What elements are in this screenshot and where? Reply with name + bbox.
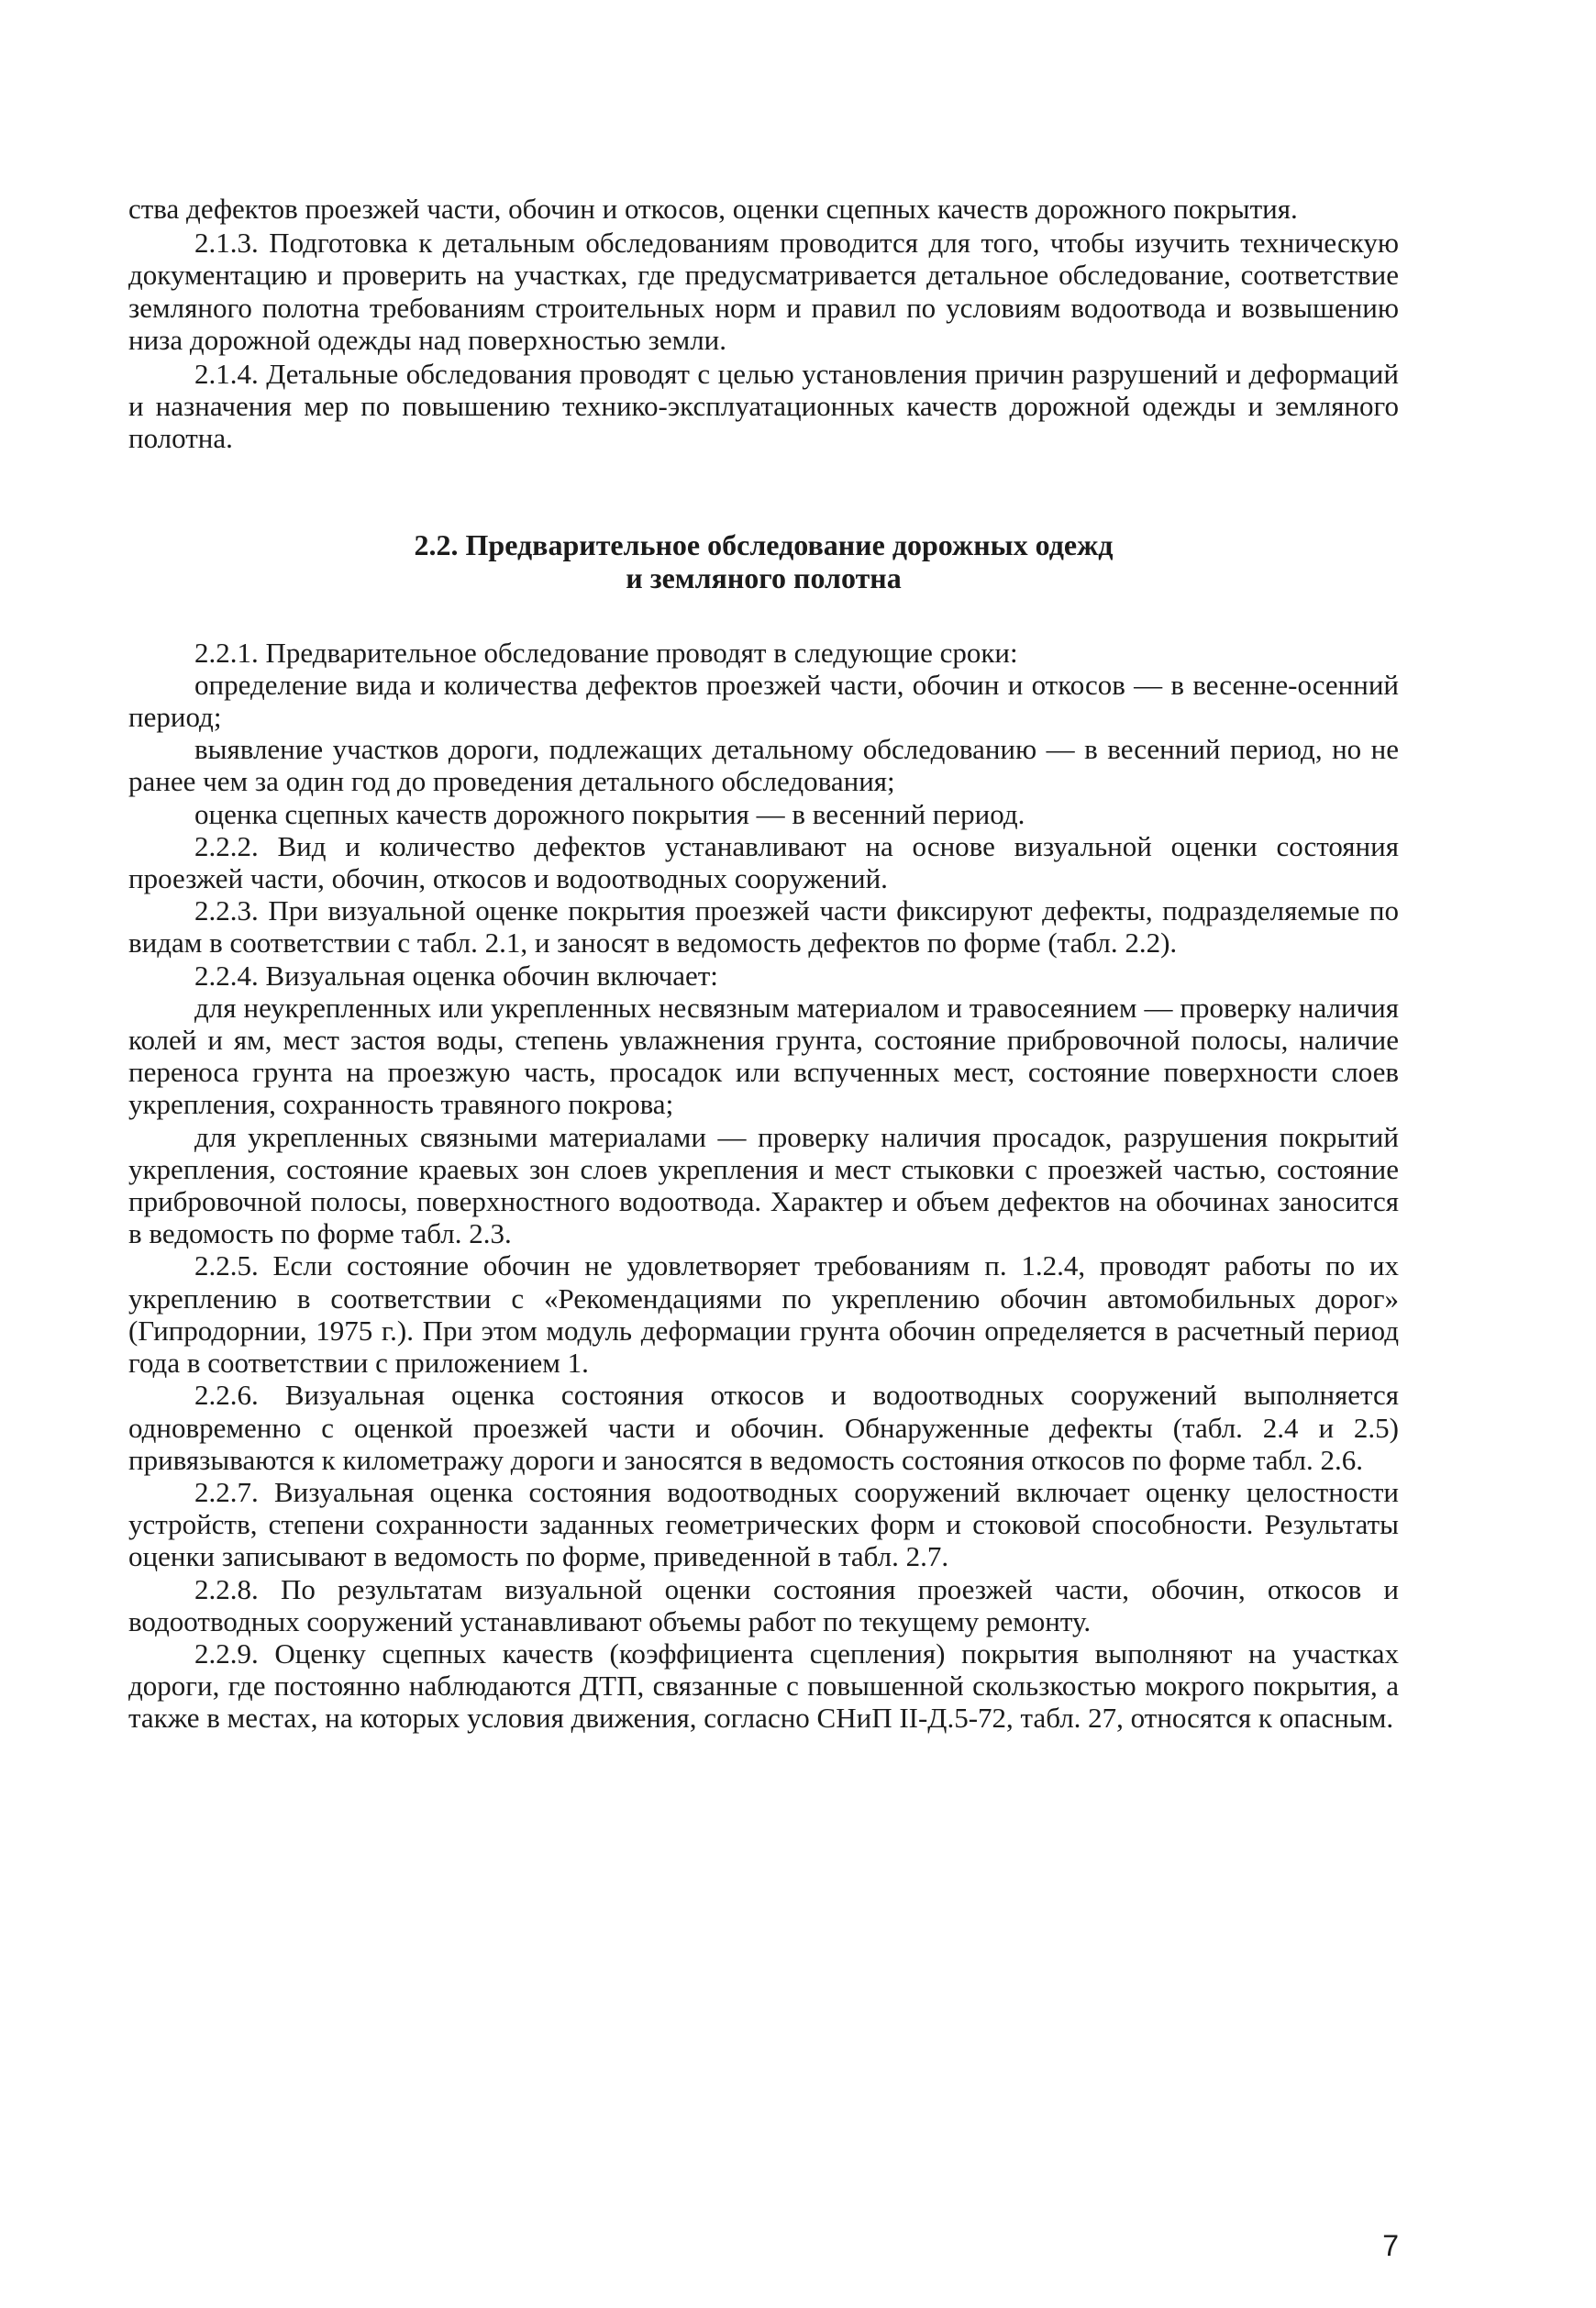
paragraph-2-2-7: 2.2.7. Визуальная оценка состояния водоотводных сооружений включает оценку целостности устройств, степени сохранности заданных геометрических форм и стоковой способности. Результаты оценки записывают в ведомость по форме, приведенной в табл. 2.7. <box>128 1475 1399 1573</box>
list-item-2-2-4-a: для неукрепленных или укрепленных несвязным материалом и травосеянием — проверку наличия колей и ям, мест застоя воды, степень увлажнения грунта, состояние прибровочной полосы, наличие переноса грунта на проезжую часть, просадок или вспученных мест, состояние поверхности слоев укрепления, сохранность травяного покрова; <box>128 991 1399 1121</box>
paragraph-2-2-1: 2.2.1. Предварительное обследование проводят в следующие сроки: <box>194 636 1018 669</box>
paragraph-2-2-3: 2.2.3. При визуальной оценке покрытия проезжей части фиксируют дефекты, подразделяемые по видам в соответствии с табл. 2.1, и заносят в ведомость дефектов по форме (табл. 2.2). <box>128 894 1399 960</box>
section-heading-line-2: и земляного полотна <box>626 560 902 594</box>
list-item-2-2-1-c: оценка сцепных качеств дорожного покрытия — в весенний период. <box>194 797 1025 830</box>
page-number: 7 <box>1382 2229 1399 2262</box>
paragraph-2-2-8: 2.2.8. По результатам визуальной оценки состояния проезжей части, обочин, откосов и водоотводных сооружений устанавливают объемы работ по текущему ремонту. <box>128 1572 1399 1637</box>
paragraph-2-1-3: 2.1.3. Подготовка к детальным обследованиям проводится для того, чтобы изучить техническую документацию и проверить на участках, где предусматривается детальное обследование, соответствие земляного полотна требованиям строительных норм и правил по условиям водоотвода и возвышению низа дорожной одежды над поверхностью земли. <box>128 227 1399 356</box>
section-heading-2-2 <box>128 528 1399 594</box>
list-item-2-2-1-b: выявление участков дороги, подлежащих детальному обследованию — в весенний период, но не ранее чем за один год до проведения детального обследования; <box>128 733 1399 798</box>
paragraph-2-2-5: 2.2.5. Если состояние обочин не удовлетворяет требованиям п. 1.2.4, проводят работы по их укреплению в соответствии с «Рекомендациями по укреплению обочин автомобильных дорог» (Гипродорнии, 1975 г.). При этом модуль деформации грунта обочин определяется в расчетный период года в соответствии с приложением 1. <box>128 1249 1399 1380</box>
list-item-2-2-1-a: определение вида и количества дефектов проезжей части, обочин и откосов — в весенне-осенний период; <box>128 668 1399 734</box>
document-page <box>128 193 1399 2266</box>
paragraph-2-2-2: 2.2.2. Вид и количество дефектов устанавливают на основе визуальной оценки состояния проезжей части, обочин, откосов и водоотводных сооружений. <box>128 829 1399 895</box>
paragraph-2-2-4: 2.2.4. Визуальная оценка обочин включает: <box>194 959 718 992</box>
section-heading-line-1: 2.2. Предварительное обследование дорожных одежд <box>414 527 1114 561</box>
paragraph-continuation: ства дефектов проезжей части, обочин и откосов, оценки сцепных качеств дорожного покрытия. <box>128 193 1298 225</box>
paragraph-2-1-4: 2.1.4. Детальные обследования проводят с целью установления причин разрушений и деформаций и назначения мер по повышению технико-эксплуатационных качеств дорожной одежды и земляного полотна. <box>128 358 1399 455</box>
paragraph-2-2-6: 2.2.6. Визуальная оценка состояния откосов и водоотводных сооружений выполняется одновременно с оценкой проезжей части и обочин. Обнаруженные дефекты (табл. 2.4 и 2.5) привязываются к километражу дороги и заносятся в ведомость состояния откосов по форме табл. 2.6. <box>128 1379 1399 1476</box>
paragraph-2-2-9: 2.2.9. Оценку сцепных качеств (коэффициента сцепления) покрытия выполняют на участках дороги, где постоянно наблюдаются ДТП, связанные с повышенной скользкостью мокрого покрытия, а также в местах, на которых условия движения, согласно СНиП II-Д.5-72, табл. 27, относятся к опасным. <box>128 1637 1399 1735</box>
list-item-2-2-4-b: для укрепленных связными материалами — проверку наличия просадок, разрушения покрытий укрепления, состояние краевых зон слоев укрепления и мест стыковки с проезжей частью, состояние прибровочной полосы, поверхностного водоотвода. Характер и объем дефектов на обочинах заносится в ведомость по форме табл. 2.3. <box>128 1120 1399 1250</box>
